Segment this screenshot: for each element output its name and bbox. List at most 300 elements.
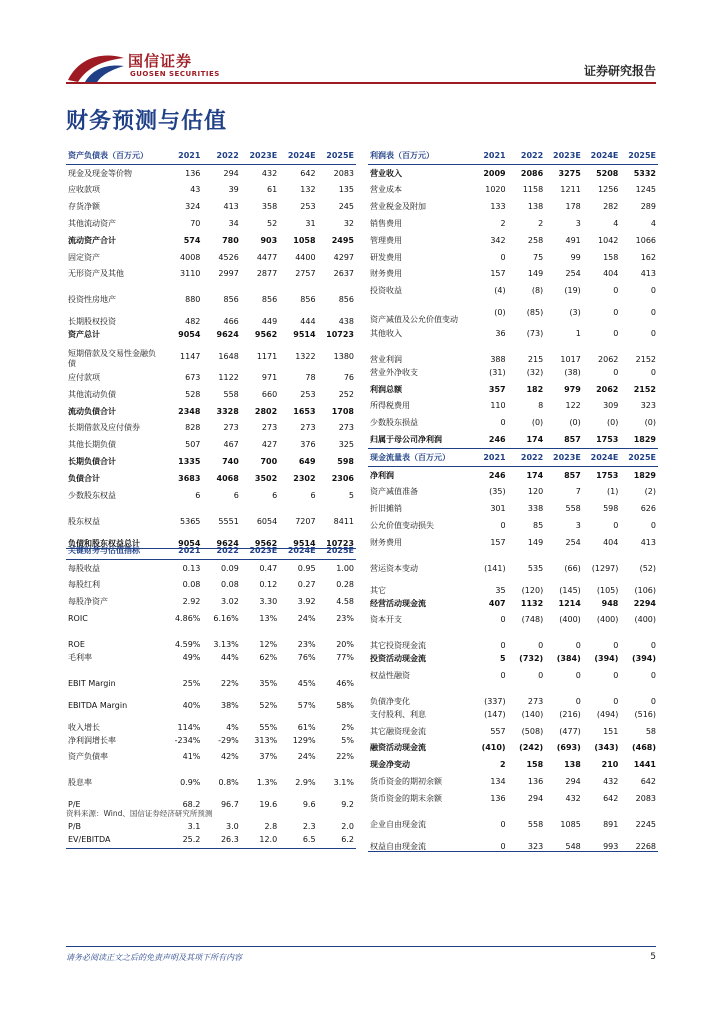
- value-cell: 5%: [341, 735, 354, 745]
- value-cell: 1753: [596, 470, 619, 480]
- value-cell: (0): [569, 418, 581, 428]
- value-cell: 45%: [297, 678, 316, 688]
- value-cell: 4: [613, 219, 619, 229]
- value-cell: 61: [266, 185, 278, 195]
- value-cell: 673: [185, 373, 201, 383]
- table-row: [368, 414, 658, 431]
- table-row: [66, 504, 356, 526]
- table-row: [368, 723, 658, 740]
- table-row: [368, 706, 658, 723]
- value-cell: 22%: [221, 678, 239, 688]
- row-label: 少数股东损益: [370, 418, 418, 428]
- value-cell: 0.08: [182, 580, 201, 590]
- value-cell: 273: [223, 423, 239, 433]
- value-cell: 252: [338, 389, 354, 399]
- value-cell: 22%: [336, 752, 354, 762]
- row-label: 长期股权投资: [68, 317, 116, 327]
- value-cell: (0): [531, 418, 544, 428]
- table-row: [66, 666, 356, 688]
- value-cell: 2348: [178, 406, 201, 416]
- value-cell: 491: [565, 235, 581, 245]
- value-cell: 25%: [182, 678, 201, 688]
- value-cell: (38): [564, 367, 581, 377]
- value-cell: 4: [650, 219, 656, 229]
- table-row: [368, 790, 658, 807]
- row-label: EBIT Margin: [68, 678, 116, 688]
- value-cell: (0): [644, 418, 656, 428]
- value-cell: (35): [489, 487, 506, 497]
- value-cell: 971: [261, 373, 278, 383]
- value-cell: 182: [526, 384, 544, 394]
- row-label: 每股收益: [68, 563, 100, 573]
- table-row: [368, 667, 658, 684]
- row-label: 资产总计: [68, 330, 100, 340]
- table-row: [66, 369, 356, 386]
- ratios-body: [66, 559, 356, 848]
- value-cell: 558: [527, 819, 544, 829]
- row-label: 融资活动现金流: [370, 743, 426, 753]
- value-cell: 31: [305, 219, 316, 229]
- value-cell: 6.2: [318, 831, 356, 848]
- value-cell: 0: [613, 307, 619, 317]
- value-cell: 23%: [297, 639, 316, 649]
- value-cell: 2083: [333, 168, 354, 178]
- table-row: [368, 807, 658, 829]
- value-cell: 466: [223, 317, 239, 327]
- value-cell: (1): [607, 487, 619, 497]
- value-cell: (105): [596, 585, 619, 595]
- row-label: 营业税金及附加: [370, 202, 426, 212]
- row-label: 收入增长: [68, 722, 100, 732]
- value-cell: 6: [233, 490, 239, 500]
- table-row: [368, 740, 658, 757]
- row-label: 固定资产: [68, 252, 100, 262]
- row-label: 其他长期负债: [68, 440, 116, 450]
- value-cell: 2%: [341, 722, 354, 732]
- row-label: 其他流动负债: [68, 389, 116, 399]
- value-cell: 2062: [598, 354, 619, 364]
- row-label: 投资活动现金流: [370, 654, 426, 664]
- value-cell: 1085: [560, 819, 581, 829]
- value-cell: 4068: [216, 473, 239, 483]
- row-label: 权益自由现金流: [368, 829, 470, 852]
- value-cell: 246: [470, 431, 508, 448]
- value-cell: 0.28: [336, 580, 354, 590]
- value-cell: 388: [490, 354, 506, 364]
- year-header: 2022: [202, 147, 240, 164]
- value-cell: 548: [545, 829, 583, 852]
- value-cell: 3275: [558, 168, 581, 178]
- value-cell: 12%: [259, 639, 278, 649]
- value-cell: 2306: [331, 473, 354, 483]
- table-row: [66, 559, 356, 576]
- value-cell: 3502: [254, 473, 278, 483]
- table-row: [368, 198, 658, 215]
- row-label: 现金及现金等价物: [68, 168, 132, 178]
- row-label: ROIC: [68, 614, 88, 624]
- value-cell: 2757: [295, 269, 316, 279]
- page-title: 财务预测与估值: [66, 109, 228, 134]
- value-cell: 151: [603, 726, 619, 736]
- row-label: 归属于母公司净利润: [368, 431, 470, 448]
- value-cell: 289: [640, 202, 656, 212]
- year-header: 2023E: [241, 542, 279, 559]
- value-cell: 114%: [177, 722, 201, 732]
- row-label: 其它投资现金流: [370, 641, 426, 651]
- value-cell: 0: [650, 521, 656, 531]
- value-cell: 62%: [259, 652, 278, 662]
- value-cell: 5551: [218, 516, 239, 526]
- table-row: [66, 688, 356, 710]
- table-title: 利润表（百万元）: [368, 147, 470, 164]
- table-row: [368, 573, 658, 595]
- value-cell: (140): [521, 709, 544, 719]
- value-cell: 10723: [318, 526, 356, 549]
- value-cell: (0): [607, 418, 619, 428]
- value-cell: (394): [594, 654, 619, 664]
- value-cell: 110: [490, 401, 506, 411]
- table-row: [66, 577, 356, 594]
- value-cell: (216): [559, 709, 581, 719]
- table-row: [66, 787, 356, 809]
- value-cell: (410): [481, 743, 506, 753]
- table-row: [368, 164, 658, 181]
- table-row: [66, 627, 356, 649]
- table-row: [66, 182, 356, 199]
- value-cell: 432: [261, 168, 278, 178]
- value-cell: (693): [556, 743, 581, 753]
- balance-sheet-header-row: [66, 147, 356, 164]
- value-cell: 1122: [218, 373, 239, 383]
- value-cell: 178: [565, 202, 581, 212]
- value-cell: 0: [613, 671, 619, 681]
- value-cell: 1829: [633, 470, 656, 480]
- value-cell: 1211: [560, 185, 581, 195]
- value-cell: (748): [521, 615, 544, 625]
- year-header: 2023E: [545, 448, 583, 466]
- income-cashflow-table: [368, 147, 658, 852]
- value-cell: 0.13: [182, 563, 201, 573]
- table-row: [368, 829, 658, 852]
- row-label: 负债合计: [68, 473, 100, 483]
- value-cell: 1648: [218, 351, 239, 361]
- table-row: [66, 765, 356, 787]
- value-cell: 0: [500, 641, 506, 651]
- row-label: ROE: [68, 639, 85, 649]
- value-cell: 1753: [583, 431, 621, 448]
- year-header: 2021: [164, 147, 202, 164]
- row-label: P/E: [68, 800, 81, 810]
- value-cell: 432: [603, 777, 619, 786]
- value-cell: 0: [613, 329, 619, 339]
- table-row: [66, 593, 356, 610]
- table-row: [368, 650, 658, 667]
- row-label: 销售费用: [370, 219, 402, 229]
- row-label: 经营活动现金流: [370, 598, 426, 608]
- row-label: 营业成本: [370, 185, 402, 195]
- income-cashflow-body: [368, 164, 658, 851]
- table-row: [368, 325, 658, 342]
- value-cell: 1335: [178, 457, 201, 467]
- value-cell: 0.47: [259, 563, 278, 573]
- value-cell: 0: [650, 696, 656, 706]
- value-cell: 0.12: [259, 580, 278, 590]
- value-cell: 0.9%: [180, 778, 201, 788]
- value-cell: 26.3: [202, 831, 240, 848]
- value-cell: 3110: [180, 269, 201, 279]
- value-cell: 52: [266, 219, 278, 229]
- value-cell: 0: [613, 696, 619, 706]
- value-cell: 6.5: [279, 831, 317, 848]
- value-cell: 9562: [254, 330, 278, 340]
- value-cell: 482: [185, 317, 201, 327]
- value-cell: 254: [565, 537, 581, 547]
- table-row: [368, 299, 658, 325]
- value-cell: 1158: [522, 185, 544, 195]
- value-cell: 1020: [485, 185, 506, 195]
- ratios-header: [66, 542, 356, 559]
- row-label: 负债净变化: [370, 696, 410, 706]
- value-cell: 880: [185, 295, 201, 305]
- value-cell: 0: [500, 418, 506, 428]
- value-cell: (508): [521, 726, 544, 736]
- value-cell: 5365: [180, 516, 201, 526]
- value-cell: (477): [559, 726, 581, 736]
- value-cell: 158: [526, 760, 544, 770]
- value-cell: 557: [490, 726, 506, 736]
- value-cell: 444: [300, 317, 316, 327]
- value-cell: 0: [500, 819, 506, 829]
- row-label: 存货净额: [68, 202, 100, 212]
- value-cell: 0.27: [297, 580, 316, 590]
- value-cell: 780: [222, 235, 239, 245]
- value-cell: 136: [185, 168, 201, 178]
- table-row: [368, 612, 658, 629]
- value-cell: (141): [484, 563, 506, 573]
- value-cell: 507: [185, 440, 201, 450]
- table-row: [66, 610, 356, 627]
- value-cell: 4.58: [336, 597, 354, 607]
- value-cell: 4526: [218, 252, 239, 262]
- table-row: [66, 282, 356, 304]
- value-cell: 46%: [336, 678, 354, 688]
- value-cell: 122: [565, 401, 581, 411]
- value-cell: 3.02: [220, 597, 239, 607]
- row-label: 其它: [370, 585, 386, 595]
- value-cell: 856: [223, 295, 239, 305]
- table-row: [368, 773, 658, 790]
- row-label: 营业外净收支: [370, 367, 418, 377]
- value-cell: 162: [640, 252, 656, 262]
- table-title: 关键财务与估值指标: [66, 542, 164, 559]
- value-cell: 0.95: [297, 563, 316, 573]
- table-row: [368, 282, 658, 299]
- report-type-label: 证券研究报告: [583, 64, 656, 78]
- value-cell: (2): [644, 487, 656, 497]
- value-cell: 5208: [596, 168, 619, 178]
- value-cell: (145): [559, 585, 581, 595]
- value-cell: 258: [527, 235, 544, 245]
- value-cell: 2.92: [182, 597, 201, 607]
- value-cell: 36: [495, 329, 506, 339]
- row-label: 股息率: [68, 778, 92, 788]
- value-cell: 2997: [218, 269, 239, 279]
- table-row: [368, 517, 658, 534]
- source-note: 资料来源：Wind、国信证券经济研究所预测: [66, 809, 213, 818]
- table-row: [368, 266, 658, 283]
- value-cell: 0: [650, 671, 656, 681]
- logo-chinese-name: 国信证券: [128, 52, 193, 70]
- table-row: [368, 364, 658, 381]
- value-cell: 5332: [633, 168, 656, 178]
- value-cell: 449: [261, 317, 278, 327]
- value-cell: (468): [631, 743, 656, 753]
- value-cell: 42%: [221, 752, 239, 762]
- income-statement-header-row: [368, 147, 658, 164]
- ratios-header-row: [66, 542, 356, 559]
- value-cell: 0: [613, 286, 619, 296]
- value-cell: 273: [261, 423, 278, 433]
- table-row: [66, 487, 356, 504]
- row-label: 短期借款及交易性金融负债: [68, 349, 156, 369]
- value-cell: 9562: [241, 526, 279, 549]
- value-cell: (400): [634, 615, 656, 625]
- value-cell: 558: [565, 504, 581, 514]
- value-cell: 313%: [254, 735, 278, 745]
- value-cell: 37%: [259, 752, 278, 762]
- value-cell: 10723: [326, 330, 354, 340]
- value-cell: 2086: [520, 168, 544, 178]
- value-cell: 642: [300, 168, 316, 178]
- value-cell: (400): [559, 615, 581, 625]
- value-cell: 9514: [279, 526, 317, 549]
- table-row: [368, 398, 658, 415]
- table-row: [66, 453, 356, 470]
- value-cell: 273: [338, 423, 354, 433]
- value-cell: 1.3%: [256, 778, 278, 788]
- row-label: 其它融资现金流: [370, 726, 426, 736]
- value-cell: 52%: [259, 700, 278, 710]
- row-label: 长期借款及应付债券: [68, 423, 140, 433]
- value-cell: 3.0: [226, 822, 239, 832]
- value-cell: (384): [556, 654, 581, 664]
- row-label: 支付股利、利息: [370, 709, 426, 719]
- year-header: 2021: [470, 448, 508, 466]
- value-cell: 8: [538, 401, 544, 411]
- row-label: 股东权益: [68, 516, 100, 526]
- value-cell: (120): [521, 585, 544, 595]
- value-cell: 413: [640, 269, 656, 279]
- value-cell: (494): [596, 709, 619, 719]
- row-label: 应付款项: [68, 373, 100, 383]
- value-cell: 294: [527, 793, 544, 803]
- value-cell: -29%: [218, 735, 239, 745]
- value-cell: 467: [223, 440, 239, 450]
- value-cell: 1042: [598, 235, 619, 245]
- value-cell: (516): [634, 709, 656, 719]
- table-row: [66, 470, 356, 487]
- table-row: [66, 326, 356, 343]
- value-cell: 2: [500, 760, 506, 770]
- row-label: 营业利润: [370, 354, 402, 364]
- value-cell: 138: [564, 760, 581, 770]
- value-cell: 40%: [182, 700, 201, 710]
- value-cell: 1256: [598, 185, 619, 195]
- value-cell: 358: [261, 202, 278, 212]
- row-label: 财务费用: [370, 269, 402, 279]
- table-row: [368, 431, 658, 448]
- value-cell: (394): [631, 654, 656, 664]
- year-header: 2022: [202, 542, 240, 559]
- value-cell: 138: [527, 202, 544, 212]
- value-cell: 993: [583, 829, 621, 852]
- table-row: [66, 710, 356, 732]
- value-cell: 133: [490, 202, 506, 212]
- value-cell: 4%: [226, 722, 239, 732]
- value-cell: 323: [640, 401, 656, 411]
- value-cell: 215: [527, 354, 544, 364]
- value-cell: 43: [190, 185, 201, 195]
- value-cell: 9624: [202, 526, 240, 549]
- value-cell: 0: [500, 252, 506, 262]
- value-cell: 0: [575, 671, 581, 681]
- value-cell: 1653: [293, 406, 316, 416]
- value-cell: 78: [305, 373, 316, 383]
- value-cell: 574: [183, 235, 201, 245]
- value-cell: 3.13%: [213, 639, 239, 649]
- value-cell: 528: [185, 389, 201, 399]
- value-cell: 70: [190, 219, 201, 229]
- value-cell: 294: [565, 777, 581, 786]
- value-cell: 740: [222, 457, 239, 467]
- value-cell: 0: [613, 521, 619, 531]
- value-cell: 129%: [292, 735, 316, 745]
- value-cell: 2152: [635, 354, 656, 364]
- value-cell: 2268: [620, 829, 658, 852]
- table-row: [66, 436, 356, 453]
- value-cell: 253: [300, 202, 316, 212]
- balance-sheet-body: [66, 164, 356, 548]
- row-label: 投资性房地产: [68, 295, 116, 305]
- year-header: 2023E: [241, 147, 279, 164]
- value-cell: 23%: [336, 614, 354, 624]
- value-cell: 0: [500, 671, 506, 681]
- value-cell: 1829: [620, 431, 658, 448]
- row-label: 资本开支: [370, 615, 402, 625]
- table-title: 资产负债表（百万元）: [66, 147, 164, 164]
- value-cell: 158: [603, 252, 619, 262]
- value-cell: 828: [185, 423, 201, 433]
- year-header: 2024E: [279, 147, 317, 164]
- value-cell: (4): [494, 286, 506, 296]
- row-label: 毛利率: [68, 652, 92, 662]
- value-cell: 2009: [483, 168, 506, 178]
- value-cell: 3.1%: [333, 778, 354, 788]
- row-label: EBITDA Margin: [68, 700, 128, 710]
- year-header: 2024E: [583, 147, 621, 164]
- table-row: [368, 551, 658, 573]
- value-cell: 41%: [182, 752, 201, 762]
- table-row: [368, 249, 658, 266]
- value-cell: 4.86%: [174, 614, 201, 624]
- value-cell: 2.3: [302, 822, 316, 832]
- value-cell: 0.8%: [218, 778, 239, 788]
- value-cell: 1708: [331, 406, 354, 416]
- value-cell: 626: [640, 504, 656, 514]
- table-row: [368, 381, 658, 398]
- value-cell: 4008: [180, 252, 201, 262]
- value-cell: (106): [634, 585, 656, 595]
